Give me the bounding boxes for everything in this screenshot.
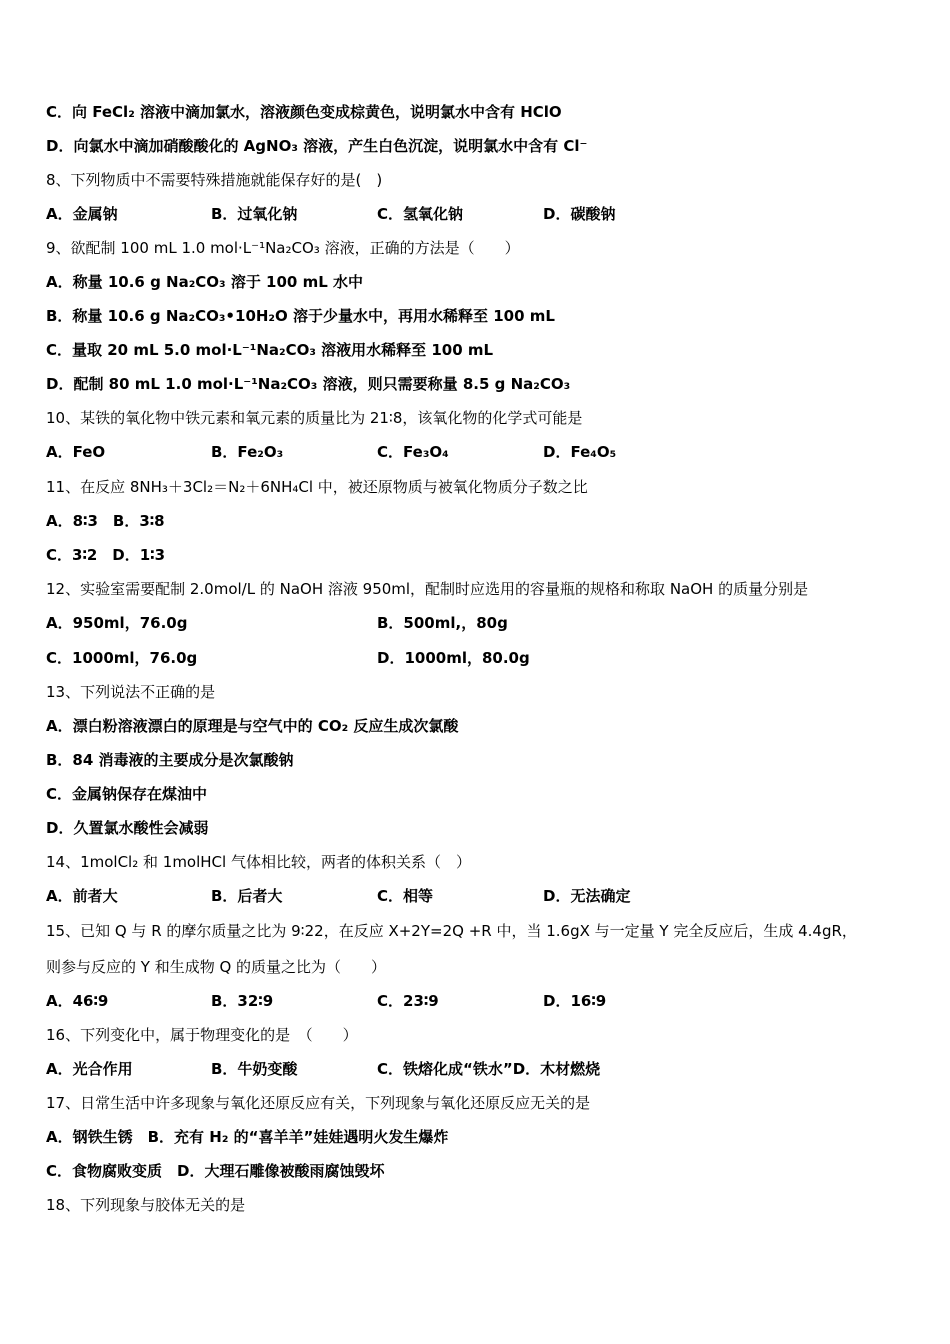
q9-option-c: C．量取 20 mL 5.0 mol·L⁻¹Na₂CO₃ 溶液用水稀释至 100 mL bbox=[46, 341, 494, 359]
q14-option-d: D．无法确定 bbox=[543, 887, 631, 905]
q10-option-c: C．Fe₃O₄ bbox=[377, 443, 449, 461]
q8-option-a: A．金属钠 bbox=[46, 205, 118, 223]
q7-option-c: C．向 FeCl₂ 溶液中滴加氯水，溶液颜色变成棕黄色，说明氯水中含有 HClO bbox=[46, 103, 562, 121]
q9-option-a: A．称量 10.6 g Na₂CO₃ 溶于 100 mL 水中 bbox=[46, 273, 363, 291]
q12-option-b: B．500ml,，80g bbox=[377, 614, 508, 632]
q9-option-d: D．配制 80 mL 1.0 mol·L⁻¹Na₂CO₃ 溶液，则只需要称量 8.5 g Na₂CO₃ bbox=[46, 375, 571, 393]
q9-option-b: B．称量 10.6 g Na₂CO₃•10H₂O 溶于少量水中，再用水稀释至 100 mL bbox=[46, 307, 555, 325]
q10-stem: 10、某铁的氧化物中铁元素和氧元素的质量比为 21∶8，该氧化物的化学式可能是 bbox=[46, 409, 583, 427]
q15-stem-line1: 15、已知 Q 与 R 的摩尔质量之比为 9∶22，在反应 X+2Y=2Q +R 中，当 1.6gX 与一定量 Y 完全反应后，生成 4.4gR， bbox=[46, 922, 857, 940]
q12-option-d: D．1000ml，80.0g bbox=[377, 649, 530, 667]
q10-option-d: D．Fe₄O₅ bbox=[543, 443, 617, 461]
q8-option-b: B．过氧化钠 bbox=[211, 205, 298, 223]
q15-option-b: B．32∶9 bbox=[211, 992, 274, 1010]
q13-option-c: C．金属钠保存在煤油中 bbox=[46, 785, 208, 803]
q17-options-ab: A．钢铁生锈 B．充有 H₂ 的“喜羊羊”娃娃遇明火发生爆炸 bbox=[46, 1128, 449, 1146]
q8-option-d: D．碳酸钠 bbox=[543, 205, 616, 223]
q11-options-ab: A．8∶3 B．3∶8 bbox=[46, 512, 165, 530]
q15-option-c: C．23∶9 bbox=[377, 992, 439, 1010]
q9-stem: 9、欲配制 100 mL 1.0 mol·L⁻¹Na₂CO₃ 溶液，正确的方法是（ ） bbox=[46, 239, 520, 257]
q15-option-a: A．46∶9 bbox=[46, 992, 109, 1010]
q11-stem: 11、在反应 8NH₃＋3Cl₂＝N₂＋6NH₄Cl 中，被还原物质与被氧化物质分子数之比 bbox=[46, 478, 588, 496]
q15-option-d: D．16∶9 bbox=[543, 992, 607, 1010]
q10-option-a: A．FeO bbox=[46, 443, 106, 461]
q10-option-b: B．Fe₂O₃ bbox=[211, 443, 284, 461]
q8-stem: 8、下列物质中不需要特殊措施就能保存好的是( ) bbox=[46, 171, 383, 189]
q8-option-c: C．氢氧化钠 bbox=[377, 205, 464, 223]
q11-options-cd: C．3∶2 D．1∶3 bbox=[46, 546, 166, 564]
q7-option-d: D．向氯水中滴加硝酸酸化的 AgNO₃ 溶液，产生白色沉淀，说明氯水中含有 Cl⁻ bbox=[46, 137, 588, 155]
q12-option-a: A．950ml，76.0g bbox=[46, 614, 188, 632]
q16-options-cd: C．铁熔化成“铁水”D．木材燃烧 bbox=[377, 1060, 601, 1078]
q15-stem-line2: 则参与反应的 Y 和生成物 Q 的质量之比为（ ） bbox=[46, 958, 387, 976]
q14-option-c: C．相等 bbox=[377, 887, 434, 905]
q16-stem: 16、下列变化中，属于物理变化的是 （ ） bbox=[46, 1026, 358, 1044]
q12-stem: 12、实验室需要配制 2.0mol/L 的 NaOH 溶液 950ml，配制时应选用的容量瓶的规格和称取 NaOH 的质量分别是 bbox=[46, 580, 809, 598]
q13-option-d: D．久置氯水酸性会减弱 bbox=[46, 819, 209, 837]
q14-option-a: A．前者大 bbox=[46, 887, 118, 905]
q16-option-b: B．牛奶变酸 bbox=[211, 1060, 298, 1078]
q18-stem: 18、下列现象与胶体无关的是 bbox=[46, 1196, 246, 1214]
q12-option-c: C．1000ml，76.0g bbox=[46, 649, 198, 667]
q13-option-b: B．84 消毒液的主要成分是次氯酸钠 bbox=[46, 751, 294, 769]
q16-option-a: A．光合作用 bbox=[46, 1060, 133, 1078]
q13-stem: 13、下列说法不正确的是 bbox=[46, 683, 216, 701]
q17-options-cd: C．食物腐败变质 D．大理石雕像被酸雨腐蚀毁坏 bbox=[46, 1162, 385, 1180]
q17-stem: 17、日常生活中许多现象与氧化还原反应有关，下列现象与氧化还原反应无关的是 bbox=[46, 1094, 591, 1112]
q14-option-b: B．后者大 bbox=[211, 887, 283, 905]
q13-option-a: A．漂白粉溶液漂白的原理是与空气中的 CO₂ 反应生成次氯酸 bbox=[46, 717, 459, 735]
q14-stem: 14、1molCl₂ 和 1molHCl 气体相比较，两者的体积关系（ ） bbox=[46, 853, 471, 871]
